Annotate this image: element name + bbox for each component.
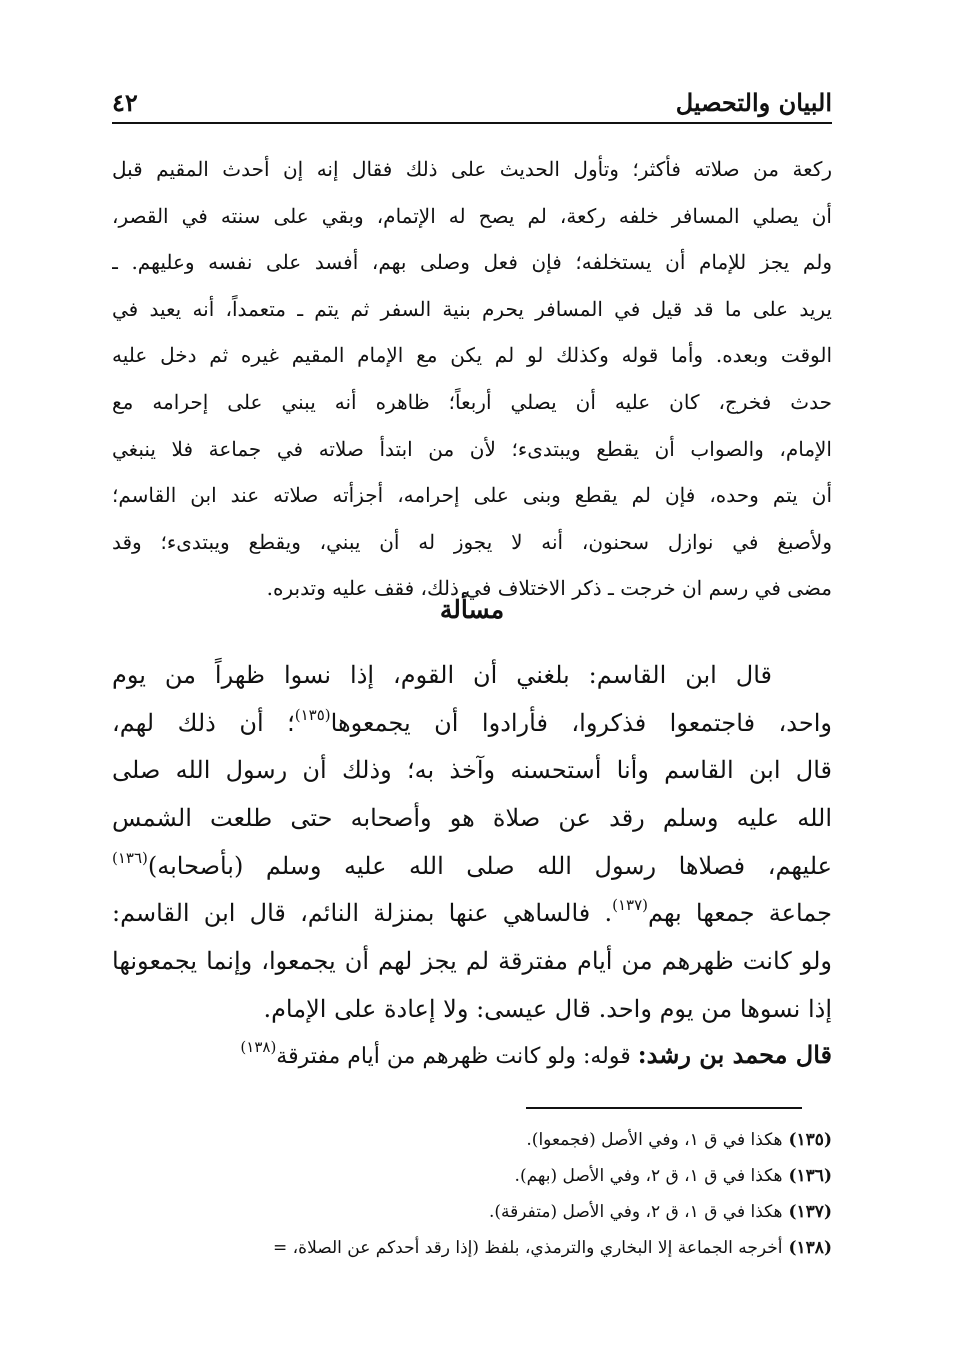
text-line: قال ابن القاسم وأنا أستحسنه وآخذ به؛ وذلك أن رسول الله صلى — [112, 756, 832, 785]
footnotes-list — [112, 1122, 832, 1266]
speaker-label: قال محمد بن رشد: — [637, 1040, 832, 1069]
text-segment: جماعة جمعها بهم — [647, 899, 832, 928]
text-line: مضى في رسم ان خرجت ـ ذكر الاختلاف في ذلك، فقف عليه وتدبره. — [266, 576, 832, 601]
text-line: يريد على ما قد قيل في المسافر يحرم بنية السفر ثم يتم ـ متعمداً، أنه يعيد في — [112, 296, 832, 321]
footnote-separator — [526, 1107, 802, 1109]
text-line: ركعة من صلاته فأكثر؛ وتأول الحديث على ذلك فقال إنه إن أحدث المقيم قبل — [112, 157, 832, 181]
section-heading: مسألة — [439, 595, 505, 624]
text-line: إذا نسوها من يوم واحد. قال عيسى: ولا إعادة على الإمام. — [263, 994, 832, 1023]
text-line: الوقت وبعده. وأما قوله وكذلك لو لم يكن مع الإمام المقيم غيره ثم دخل عليه — [112, 343, 832, 368]
text-line — [112, 843, 832, 891]
footnote-text: أخرجه الجماعة إلا البخاري والترمذي، بلفظ (إذا رقد أحدكم عن الصلاة، = — [273, 1238, 783, 1258]
footnote — [112, 1194, 832, 1230]
text-line: حدث فخرج، كان عليه أن يصلي أربعاً؛ ظاهره أنه يبني على إحرامه مع — [112, 389, 832, 414]
text-segment: واحد، فاجتمعوا فذكروا، فأرادوا أن يجمعوها — [330, 708, 832, 737]
text-line: أن يصلي المسافر خلفه ركعة، لم يصح له الإتمام، وبقي على سنته في القصر، — [112, 203, 832, 228]
ibn-rushd-commentary-start — [112, 1032, 832, 1078]
footnote-number: (١٣٨) — [788, 1238, 832, 1258]
text-line — [112, 890, 832, 938]
footnote — [112, 1158, 832, 1194]
text-line: أن يتم وحده، فإن لم يقطع وبنى على إحرامه، أجزأته صلاته عند ابن القاسم؛ — [112, 483, 832, 508]
text-segment: . فالساهي عنها بمنزلة النائم، قال ابن القاسم: — [112, 899, 613, 928]
footnote-text: هكذا في ق ١، وفي الأصل (فجمعوا). — [526, 1130, 783, 1150]
footnote-number: (١٣٧) — [788, 1202, 832, 1222]
running-head — [112, 82, 832, 124]
text-segment: ؛ أن ذلك لهم، — [112, 708, 295, 737]
text-line: ولأصبغ في نوازل سحنون، أنه لا يجوز له أن يبني، ويقطع ويبتدىء؛ وقد — [112, 529, 832, 554]
footnote-marker: (١٣٧) — [612, 896, 648, 915]
text-line: الإمام، والصواب أن يقطع ويبتدىء؛ لأن من ابتدأ صلاته في جماعة فلا ينبغي — [112, 436, 832, 461]
commentary-paragraph — [112, 146, 832, 612]
footnote-text: هكذا في ق ١، ق ٢، وفي الأصل (متفرقة). — [488, 1202, 783, 1222]
footnote-marker: (١٣٦) — [112, 848, 148, 867]
text-line: الله عليه وسلم رقد عن صلاة هو وأصحابه حتى طلعت الشمس — [112, 804, 832, 833]
footnote-number: (١٣٥) — [788, 1130, 832, 1150]
text-line: ولم يجز للإمام أن يستخلفه؛ فإن فعل وصلى بهم، أفسد على نفسه وعليهم. ـ — [112, 250, 832, 275]
footnote-number: (١٣٦) — [788, 1166, 832, 1186]
text-line: قال ابن القاسم: بلغني أن القوم، إذا نسوا ظهراً من يوم — [112, 661, 772, 689]
text-segment: قوله: ولو كانت ظهرهم من أيام مفترقة — [276, 1044, 631, 1069]
text-line — [112, 700, 832, 748]
masala-paragraph — [112, 652, 832, 1034]
footnote — [112, 1122, 832, 1158]
footnote-marker: (١٣٨) — [240, 1038, 277, 1056]
page-number: ٤٢ — [112, 88, 138, 117]
footnote — [112, 1230, 832, 1266]
text-segment: عليهم، فصلاها رسول الله صلى الله عليه وسلم (بأصحابه) — [147, 851, 832, 880]
text-line: ولو كانت ظهرهم من أيام مفترقة لم يجز لهم أن يجمعوا، وإنما يجمعونها — [112, 947, 832, 976]
running-title: البيان والتحصيل — [675, 88, 832, 117]
footnote-marker: (١٣٥) — [294, 705, 331, 724]
footnote-text: هكذا في ق ١، ق ٢، وفي الأصل (بهم). — [514, 1166, 783, 1186]
